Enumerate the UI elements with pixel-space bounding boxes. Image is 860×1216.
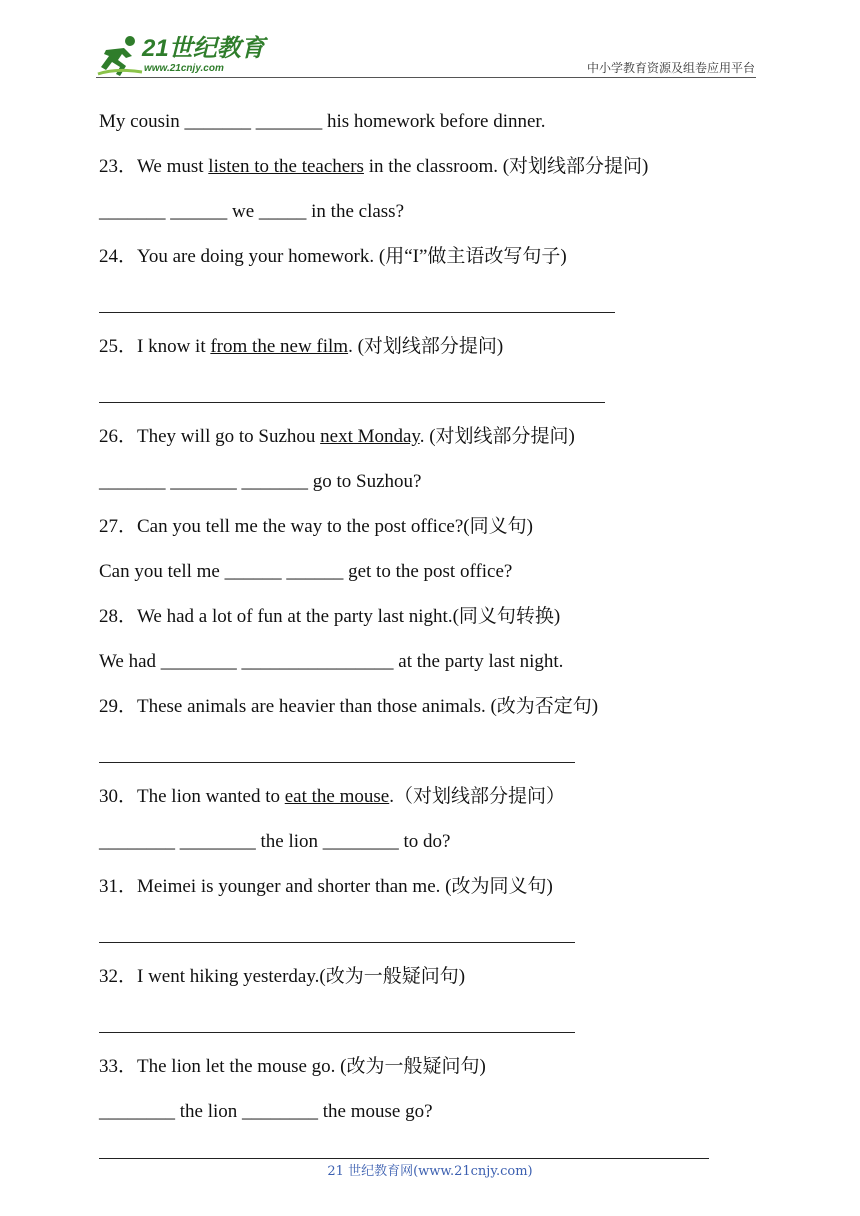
answer-blank-24 <box>99 284 739 329</box>
answer-line-33: ________ the lion ________ the mouse go? <box>99 1101 433 1122</box>
page-header <box>0 0 860 80</box>
question-31: 31．Meimei is younger and shorter than me. (改为同义句) <box>99 876 553 897</box>
question-text: 26．They will go to Suzhou <box>99 426 321 447</box>
underlined-phrase: from the new film <box>210 336 349 357</box>
question-24: 24．You are doing your homework. (用“I”做主语改写句子) <box>99 246 567 267</box>
answer-line-26: _______ _______ _______ go to Suzhou? <box>99 471 422 492</box>
question-32: 32．I went hiking yesterday.(改为一般疑问句) <box>99 966 466 987</box>
answer-blank-25 <box>99 374 739 419</box>
answer-blank-32 <box>99 1004 739 1049</box>
answer-line-23: _______ ______ we _____ in the class? <box>99 201 405 222</box>
question-instruction: . (对划线部分提问) <box>419 426 575 447</box>
footer-divider <box>99 1158 709 1159</box>
question-instruction: .（对划线部分提问） <box>389 786 565 807</box>
running-man-icon <box>96 34 144 78</box>
question-28: 28．We had a lot of fun at the party last night.(同义句转换) <box>99 606 561 627</box>
answer-blank-29 <box>99 734 739 779</box>
question-instruction: . (对划线部分提问) <box>348 336 504 357</box>
answer-blank-31 <box>99 914 739 959</box>
question-26 <box>99 419 739 464</box>
underlined-phrase: next Monday <box>320 426 420 447</box>
answer-line-27: Can you tell me ______ ______ get to the post office? <box>99 561 513 582</box>
worksheet-body <box>99 104 739 1139</box>
footer-site-link[interactable]: 21 世纪教育网(www.21cnjy.com) <box>327 1164 533 1179</box>
logo-text: 21世纪教育 <box>142 35 265 62</box>
question-text: 23．We must <box>99 156 209 177</box>
answer-line-22: My cousin _______ _______ his homework before dinner. <box>99 111 546 132</box>
question-29: 29．These animals are heavier than those animals. (改为否定句) <box>99 696 599 717</box>
question-25 <box>99 329 739 374</box>
question-text: 25．I know it <box>99 336 211 357</box>
answer-line-30: ________ ________ the lion ________ to do? <box>99 831 451 852</box>
header-platform-text: 中小学教育资源及组卷应用平台 <box>586 61 755 75</box>
question-33: 33．The lion let the mouse go. (改为一般疑问句) <box>99 1056 486 1077</box>
question-23 <box>99 149 739 194</box>
header-divider <box>96 77 756 78</box>
question-30 <box>99 779 739 824</box>
logo-url: www.21cnjy.com <box>144 63 224 74</box>
underlined-phrase: eat the mouse <box>284 786 390 807</box>
site-logo[interactable] <box>96 34 266 78</box>
question-27: 27．Can you tell me the way to the post office?(同义句) <box>99 516 533 537</box>
question-text: 30．The lion wanted to <box>99 786 285 807</box>
answer-line-28: We had ________ ________________ at the party last night. <box>99 651 564 672</box>
underlined-phrase: listen to the teachers <box>208 156 364 177</box>
question-instruction: in the classroom. (对划线部分提问) <box>363 156 649 177</box>
